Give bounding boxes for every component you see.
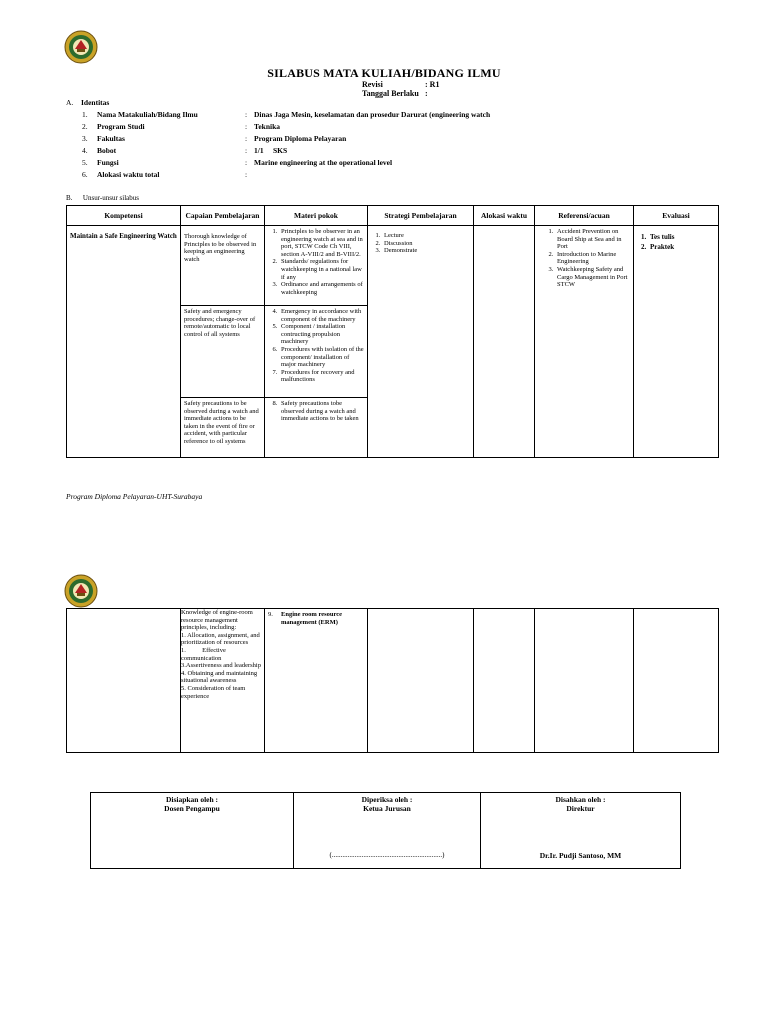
materi-list <box>265 226 367 298</box>
identity-row <box>82 170 622 181</box>
row-label: Program Studi <box>97 122 145 131</box>
row-value: Program Diploma Pelayaran <box>254 134 347 143</box>
capaian-cell <box>181 226 265 306</box>
row-label: Fakultas <box>97 134 125 143</box>
list-item: 1. Effective communication <box>181 646 228 662</box>
row-colon: : <box>245 146 248 155</box>
capaian-list <box>181 609 264 700</box>
list-item: 1. Lecture <box>382 232 470 240</box>
identity-row <box>82 134 622 145</box>
row-colon: : <box>245 122 248 131</box>
capaian-cell <box>181 609 265 753</box>
referensi-cell <box>535 226 634 458</box>
list-item: 5. Consideration of team experience <box>181 684 246 700</box>
row-number: 1. <box>82 110 88 119</box>
row-colon: : <box>245 134 248 143</box>
syllabus-table <box>66 205 719 458</box>
university-seal-logo <box>64 30 98 69</box>
list-item: 1. Principles to be observer in an engineering watch at sea and in port, STCW Code Ch VIII, section A-VIII/2 and B-VIII/2. <box>279 228 364 258</box>
identity-row <box>82 158 622 169</box>
signature-role: Direktur <box>566 804 595 813</box>
list-item: 3. Demonstrate <box>382 247 470 255</box>
capaian-text: Safety and emergency procedures; change-over of remote/automatic to local control of all systems <box>184 308 256 338</box>
signature-row <box>91 793 681 869</box>
list-item: 4. Emergency in accordance with component of the machinery <box>279 308 364 323</box>
row-label: Bobot <box>97 146 117 155</box>
header-referensi: Referensi/acuan <box>535 206 634 226</box>
list-item: 1. Accident Prevention on Board Ship at Sea and in Port <box>555 228 630 251</box>
table-row <box>67 609 719 753</box>
row-number: 3. <box>82 134 88 143</box>
header-kompetensi: Kompetensi <box>67 206 181 226</box>
materi-text: Engine room resource management (ERM) <box>281 611 343 626</box>
table-header-row <box>67 206 719 226</box>
row-number: 2. <box>82 122 88 131</box>
materi-cell <box>265 609 368 753</box>
tanggal-value: : <box>425 89 428 98</box>
signature-role: Dosen Pengampu <box>164 804 220 813</box>
kompetensi-text: Maintain a Safe Engineering Watch <box>70 232 177 240</box>
syllabus-table-continued <box>66 608 719 753</box>
tanggal-label: Tanggal Berlaku <box>362 89 419 98</box>
header-strategi: Strategi Pembelajaran <box>368 206 474 226</box>
materi-cell <box>265 226 368 306</box>
referensi-cell <box>535 609 634 753</box>
evaluasi-list <box>634 226 718 254</box>
list-item: 5. Component / installation contructing propulsion machinery <box>279 323 364 346</box>
referensi-list <box>535 226 633 291</box>
list-item: 7. Procedures for recovery and malfunctions <box>279 369 364 384</box>
evaluasi-cell <box>634 609 719 753</box>
row-number: 4. <box>82 146 88 155</box>
header-capaian: Capaian Pembelajaran <box>181 206 265 226</box>
alokasi-cell <box>474 609 535 753</box>
kompetensi-cell <box>67 609 181 753</box>
materi-cell <box>265 306 368 398</box>
list-item: 3. Ordinance and arrangements of watchkeeping <box>279 281 364 296</box>
row-value: Marine engineering at the operational level <box>254 158 393 167</box>
signature-reviewer <box>294 793 481 869</box>
header-evaluasi: Evaluasi <box>634 206 719 226</box>
signature-blank: (...............................................................) <box>329 851 445 859</box>
list-item: 8. Safety precautions tobe observed during a watch and immediate actions to be taken <box>279 400 364 423</box>
list-item: 3.Assertiveness and leadership <box>181 662 261 670</box>
row-label: Nama Matakuliah/Bidang Ilmu <box>97 110 198 119</box>
identity-row <box>82 146 622 157</box>
footer-note: Program Diploma Pelayaran-UHT-Surabaya <box>66 492 203 501</box>
kompetensi-cell <box>67 226 181 458</box>
section-letter: A. <box>66 98 74 107</box>
row-label: Alokasi waktu total <box>97 170 160 179</box>
row-colon: : <box>245 158 248 167</box>
list-item: 4. Obtaining and maintaining situational awareness <box>181 669 258 685</box>
evaluasi-cell <box>634 226 719 458</box>
signature-title: Diperiksa oleh : <box>361 795 413 804</box>
section-title: Identitas <box>81 98 110 107</box>
row-colon: : <box>245 110 248 119</box>
header-alokasi: Alokasi waktu <box>474 206 535 226</box>
signature-title: Disiapkan oleh : <box>165 795 219 804</box>
materi-item <box>265 609 367 628</box>
capaian-text: Safety precautions to be observed during a watch and immediate actions to be taken in the event of fire or accident, with particular reference to oil systems <box>184 400 259 445</box>
list-number: 9. <box>268 611 273 618</box>
list-item: 1. Tes tulis <box>648 232 715 242</box>
row-colon: : <box>245 170 248 179</box>
row-number: 5. <box>82 158 88 167</box>
signature-title: Disahkan oleh : <box>555 795 606 804</box>
section-b-title: B. Unsur-unsur silabus <box>66 194 139 202</box>
row-number: 6. <box>82 170 88 179</box>
signature-name: Dr.Ir. Pudji Santoso, MM <box>539 851 622 860</box>
strategi-cell <box>368 226 474 458</box>
list-item: 2. Praktek <box>648 242 715 252</box>
strategi-cell <box>368 609 474 753</box>
signature-preparer <box>91 793 294 869</box>
capaian-text: Thorough knowledge of Principles to be observed in keeping an engineering watch <box>184 233 257 263</box>
document-title: SILABUS MATA KULIAH/BIDANG ILMU <box>267 66 501 80</box>
row-value: Teknika <box>254 122 280 131</box>
list-item: 3. Watchkeeping Safety and Cargo Management in Port STCW <box>555 266 630 289</box>
signature-table <box>90 792 681 869</box>
revisi-label: Revisi <box>362 80 383 89</box>
identity-section <box>66 98 626 178</box>
list-item: 2. Introduction to Marine Engineering <box>555 251 630 266</box>
strategi-list <box>368 226 473 257</box>
row-label: Fungsi <box>97 158 119 167</box>
list-item: 1. Allocation, assignment, and prioritization of resources <box>181 631 260 647</box>
row-value: Dinas Jaga Mesin, keselamatan dan prosedur Darurat (engineering watch <box>254 110 491 119</box>
table-row <box>67 226 719 306</box>
list-item: Knowledge of engine-room resource management principles, including: <box>181 609 253 632</box>
identity-row <box>82 122 622 133</box>
signature-approver <box>481 793 681 869</box>
materi-cell <box>265 398 368 458</box>
alokasi-cell <box>474 226 535 458</box>
list-item: 2. Discussion <box>382 240 470 248</box>
identity-row <box>82 110 622 121</box>
list-item: 6. Procedures with isolation of the component/ installation of major machinery <box>279 346 364 369</box>
header-materi: Materi pokok <box>265 206 368 226</box>
capaian-cell <box>181 398 265 458</box>
materi-list <box>265 306 367 386</box>
revisi-value: : R1 <box>425 80 440 89</box>
materi-list <box>265 398 367 425</box>
capaian-cell <box>181 306 265 398</box>
signature-role: Ketua Jurusan <box>363 804 411 813</box>
row-value: 1/1 SKS <box>254 146 288 155</box>
list-item: 2. Standards/ regulations for watchkeeping in a national law if any <box>279 258 364 281</box>
